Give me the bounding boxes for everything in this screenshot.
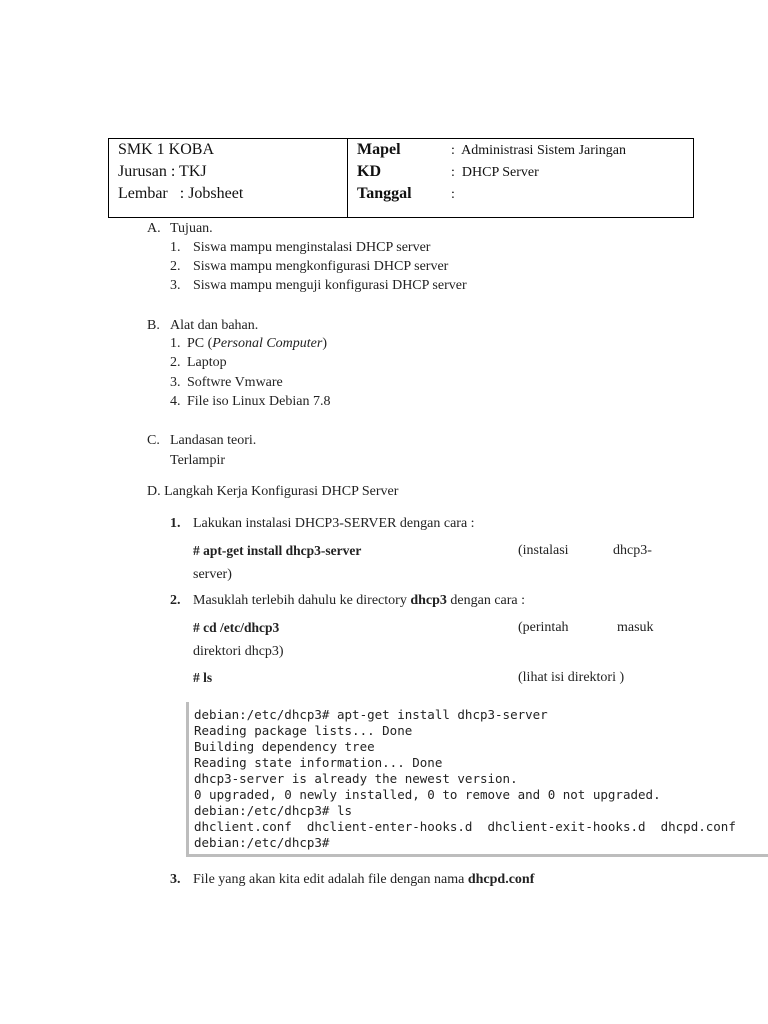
step-1-note-c: server): [193, 567, 232, 582]
section-c-heading: Landasan teori.: [170, 433, 257, 448]
step-2-note-1a: (perintah: [518, 620, 569, 635]
mapel-key: Mapel: [357, 141, 401, 158]
step-1-num: 1.: [170, 516, 181, 531]
terminal-screenshot: [186, 702, 768, 857]
section-a-item-3: Siswa mampu menguji konfigurasi DHCP server: [193, 278, 467, 293]
section-b-item-4: File iso Linux Debian 7.8: [187, 394, 331, 409]
section-a-item-3-num: 3.: [170, 278, 181, 293]
terminal-line: debian:/etc/dhcp3# ls: [194, 803, 353, 818]
lembar-label: Lembar : Jobsheet: [118, 185, 244, 202]
step-2-note-1c: direktori dhcp3): [193, 644, 284, 659]
step-1-note-b: dhcp3-: [613, 543, 652, 558]
school-name: SMK 1 KOBA: [118, 141, 215, 158]
step-1-note-a: (instalasi: [518, 543, 569, 558]
step-2-command-cd: # cd /etc/dhcp3: [193, 620, 280, 635]
terminal-line: Building dependency tree: [194, 739, 375, 754]
terminal-line: 0 upgraded, 0 newly installed, 0 to remove and 0 not upgraded.: [194, 787, 661, 802]
step-3-text-bold: dhcpd.conf: [467, 872, 535, 887]
section-a-item-1: Siswa mampu menginstalasi DHCP server: [193, 240, 431, 255]
terminal-line: Reading package lists... Done: [194, 723, 413, 738]
step-1-command: # apt-get install dhcp3-server: [193, 543, 362, 558]
step-2-note-1b: masuk: [617, 620, 654, 635]
section-b-heading: Alat dan bahan.: [170, 318, 259, 333]
section-a-heading: Tujuan.: [170, 221, 213, 236]
step-2-text-pre: Masuklah terlebih dahulu ke directory: [193, 593, 411, 608]
step-2-note-2: (lihat isi direktori ): [518, 670, 625, 685]
section-c-letter: C.: [147, 433, 160, 448]
section-b-item-1-num: 1.: [170, 336, 181, 351]
header-table: [108, 138, 694, 218]
section-d-heading: D. Langkah Kerja Konfigurasi DHCP Server: [147, 484, 399, 499]
section-b-item-2-num: 2.: [170, 355, 181, 370]
section-c-body: Terlampir: [170, 453, 225, 468]
section-a-letter: A.: [147, 221, 161, 236]
section-b-item-1-post: ): [322, 336, 328, 351]
step-1-text: Lakukan instalasi DHCP3-SERVER dengan cara :: [193, 516, 475, 531]
header-divider: [347, 139, 348, 217]
section-b-item-2: Laptop: [187, 355, 227, 370]
section-b-item-1-italic: Personal Computer: [212, 336, 323, 351]
terminal-line: Reading state information... Done: [194, 755, 443, 770]
jurusan-label: Jurusan : TKJ: [118, 163, 207, 180]
step-2-text-post: dengan cara :: [446, 593, 526, 608]
step-2-num: 2.: [170, 593, 181, 608]
section-b-item-4-num: 4.: [170, 394, 181, 409]
tanggal-value: :: [451, 187, 455, 202]
section-b-item-3-num: 3.: [170, 375, 181, 390]
step-2-command-ls: # ls: [193, 670, 213, 685]
step-3-text: [193, 872, 534, 888]
section-a-item-1-num: 1.: [170, 240, 181, 255]
section-b-item-1-pre: PC (: [187, 336, 213, 351]
terminal-line: debian:/etc/dhcp3# apt-get install dhcp3-server: [194, 707, 548, 722]
step-3-num: 3.: [170, 872, 181, 887]
mapel-value: : Administrasi Sistem Jaringan: [451, 143, 626, 158]
terminal-line: debian:/etc/dhcp3#: [194, 835, 330, 850]
step-2-text: [193, 593, 525, 609]
section-a-item-2-num: 2.: [170, 259, 181, 274]
kd-key: KD: [357, 163, 381, 180]
kd-value: : DHCP Server: [451, 165, 539, 180]
terminal-line: dhcp3-server is already the newest version.: [194, 771, 518, 786]
step-2-text-bold: dhcp3: [410, 593, 447, 608]
step-3-text-pre: File yang akan kita edit adalah file dengan nama: [193, 872, 468, 887]
section-a-item-2: Siswa mampu mengkonfigurasi DHCP server: [193, 259, 449, 274]
section-b-letter: B.: [147, 318, 160, 333]
terminal-line: dhclient.conf dhclient-enter-hooks.d dhclient-exit-hooks.d dhcpd.conf: [194, 819, 736, 834]
section-b-item-3: Softwre Vmware: [187, 375, 283, 390]
section-b-item-1: [187, 336, 327, 352]
tanggal-key: Tanggal: [357, 185, 412, 202]
